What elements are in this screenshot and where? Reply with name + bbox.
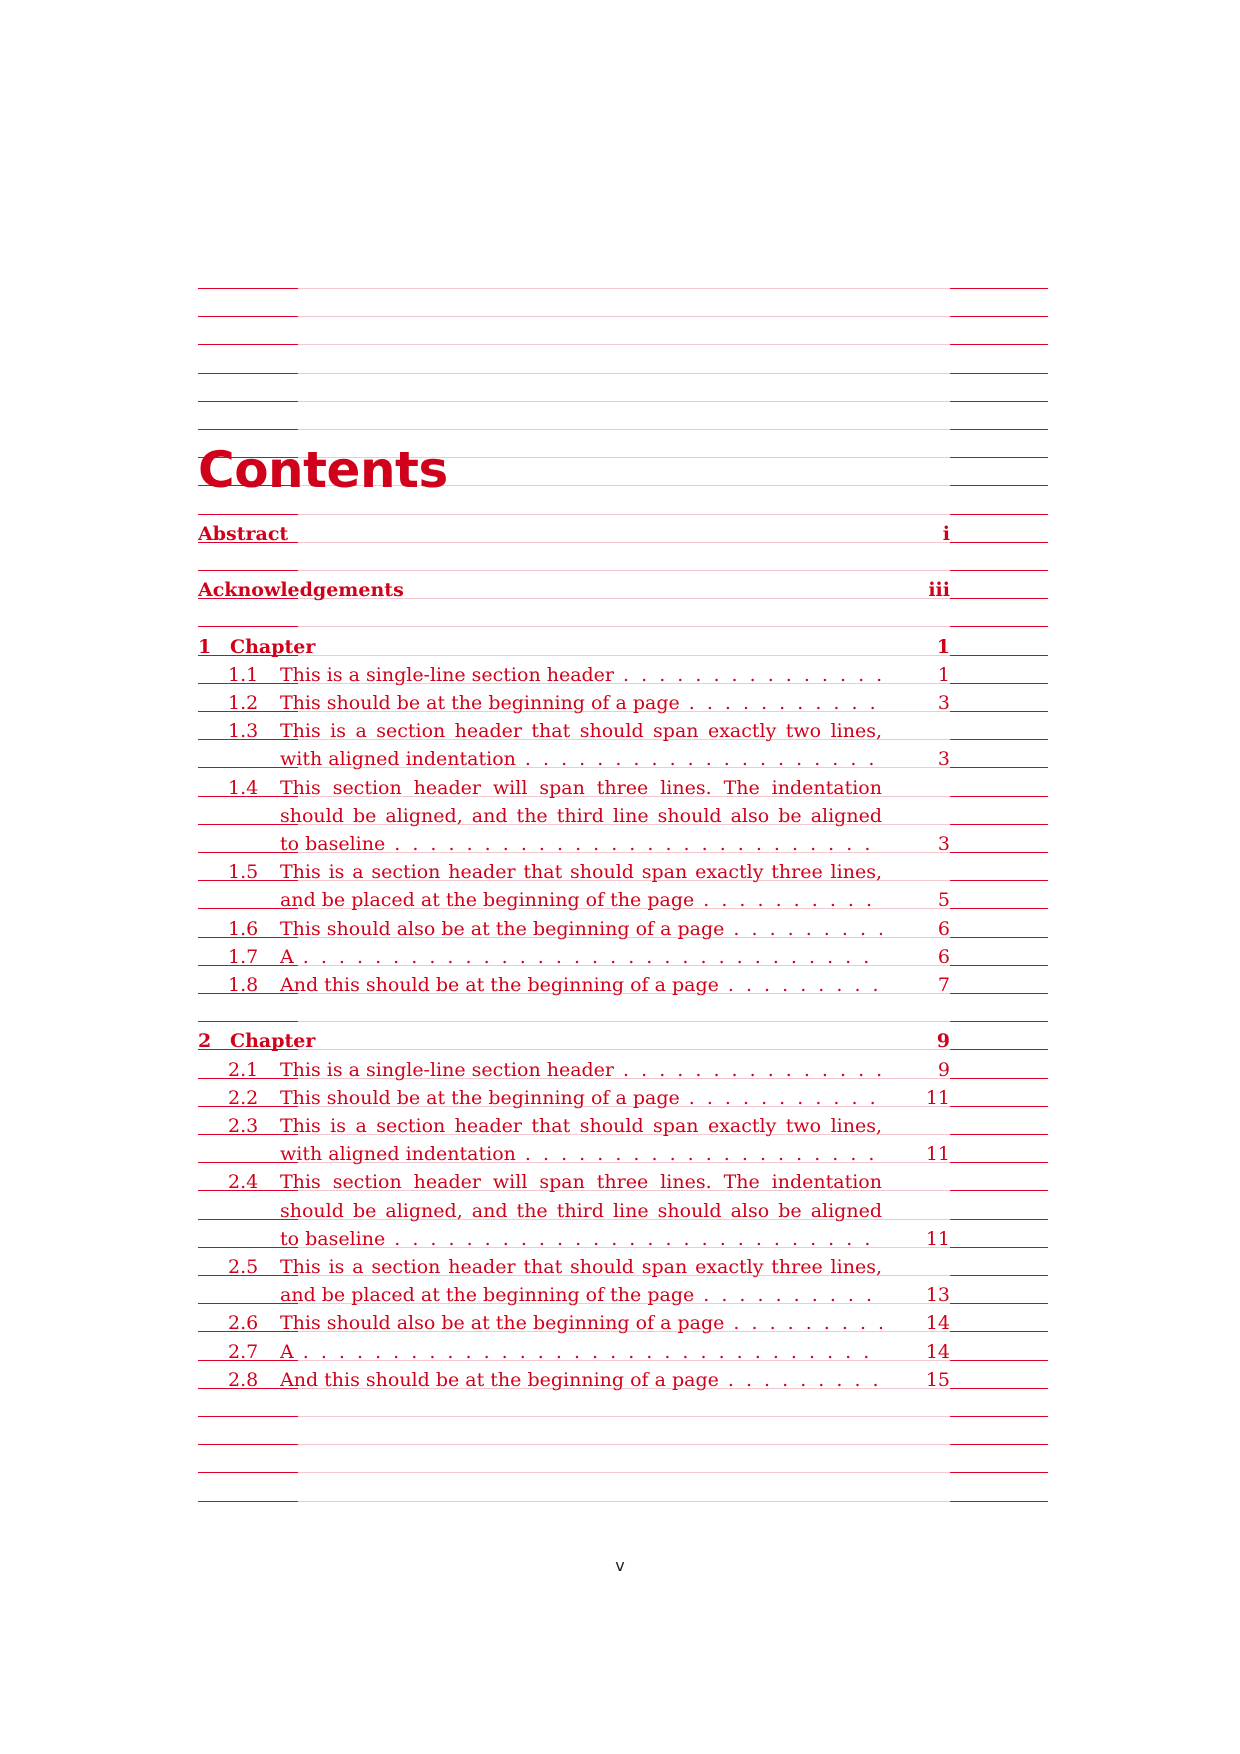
grid-rule	[198, 288, 1048, 289]
section-title-line: This should be at the beginning of a page . . .	[280, 1084, 882, 1112]
grid-rule	[950, 1106, 1048, 1107]
toc-entry-section[interactable]	[198, 1309, 950, 1337]
grid-rule	[950, 711, 1048, 712]
toc-entry-label: Abstract	[198, 523, 289, 545]
section-title-line: should be aligned, and the third line should also be aligned	[280, 1200, 882, 1222]
toc-entry-front-matter[interactable]	[198, 576, 950, 604]
section-number: 1.1	[228, 664, 259, 686]
grid-rule	[950, 1444, 1048, 1445]
section-number: 1.8	[228, 974, 259, 996]
toc-page-number: 3	[937, 692, 950, 714]
toc-entry-section[interactable]	[198, 1140, 950, 1168]
toc-page-number: 1	[937, 664, 950, 686]
grid-rule	[198, 626, 298, 627]
grid-rule	[950, 598, 1048, 599]
grid-rule	[950, 739, 1048, 740]
chapter-number: 2	[198, 1030, 212, 1052]
grid-rule	[950, 457, 1048, 458]
grid-rule	[950, 1190, 1048, 1191]
section-title-line: with aligned indentation . . .	[280, 745, 882, 773]
section-title-line: This is a single-line section header . . .	[280, 661, 882, 689]
grid-rule	[950, 852, 1048, 853]
toc-page-number: 6	[937, 946, 950, 968]
section-title-line: This section header will span three lines. The indentation	[280, 1171, 882, 1193]
grid-rule	[198, 1501, 298, 1502]
toc-entry-chapter[interactable]	[198, 1027, 950, 1055]
section-title-line: to baseline . . .	[280, 1225, 882, 1253]
section-title-line: This is a single-line section header . . .	[280, 1056, 882, 1084]
grid-rule	[198, 1416, 1048, 1417]
toc-page-number: 9	[937, 1059, 950, 1081]
section-title-line: This is a section header that should span exactly two lines,	[280, 1115, 882, 1137]
toc-entry-section[interactable]	[198, 1281, 950, 1309]
grid-rule	[950, 937, 1048, 938]
grid-rule	[950, 796, 1048, 797]
grid-rule	[950, 683, 1048, 684]
grid-rule	[198, 316, 1048, 317]
grid-rule	[198, 514, 1048, 515]
section-title-line: and be placed at the beginning of the page . . .	[280, 886, 882, 914]
page-title: Contents	[198, 441, 448, 499]
grid-rule	[198, 1472, 1048, 1473]
toc-page-number: i	[942, 523, 950, 545]
section-title-line: A . . .	[280, 1338, 882, 1366]
grid-rule	[198, 288, 298, 289]
grid-rule	[950, 908, 1048, 909]
grid-rule	[198, 344, 1048, 345]
toc-entry-label: Acknowledgements	[198, 579, 404, 601]
grid-rule	[950, 1501, 1048, 1502]
grid-rule	[198, 373, 1048, 374]
toc-page-number: 11	[925, 1228, 950, 1250]
toc-entry-section[interactable]	[198, 661, 950, 689]
toc-entry-section[interactable]	[198, 1366, 950, 1394]
grid-rule	[198, 401, 1048, 402]
toc-entry-section[interactable]	[198, 774, 950, 802]
section-number: 1.3	[228, 720, 259, 742]
grid-rule	[198, 429, 1048, 430]
chapter-label: Chapter	[230, 1030, 316, 1052]
section-number: 2.6	[228, 1312, 259, 1334]
section-number: 2.1	[228, 1059, 259, 1081]
toc-entry-section[interactable]	[198, 1338, 950, 1366]
section-number: 1.2	[228, 692, 259, 714]
grid-rule	[198, 373, 298, 374]
toc-page-number: 7	[937, 974, 950, 996]
toc-entry-section[interactable]	[198, 943, 950, 971]
grid-rule	[950, 1219, 1048, 1220]
section-title-line: This should be at the beginning of a page . . .	[280, 689, 882, 717]
grid-rule	[950, 1162, 1048, 1163]
toc-entry-section[interactable]	[198, 830, 950, 858]
grid-rule	[950, 1021, 1048, 1022]
section-title-line: And this should be at the beginning of a page . . .	[280, 971, 882, 999]
toc-page-number: 15	[925, 1369, 950, 1391]
section-number: 2.7	[228, 1341, 259, 1363]
grid-rule	[950, 965, 1048, 966]
section-title-line: This should also be at the beginning of a page . . .	[280, 915, 882, 943]
toc-entry-section[interactable]	[198, 1056, 950, 1084]
section-number: 1.6	[228, 918, 259, 940]
grid-rule	[198, 1444, 298, 1445]
grid-rule	[950, 767, 1048, 768]
section-number: 2.4	[228, 1171, 259, 1193]
toc-entry-section[interactable]	[198, 971, 950, 999]
grid-rule	[950, 1303, 1048, 1304]
toc-page-number: 14	[925, 1341, 950, 1363]
toc-entry-section[interactable]	[198, 689, 950, 717]
grid-rule	[198, 514, 298, 515]
section-number: 2.3	[228, 1115, 259, 1137]
chapter-label: Chapter	[230, 636, 316, 658]
section-title-line: with aligned indentation . . .	[280, 1140, 882, 1168]
section-title-line: This is a section header that should span exactly three lines,	[280, 1256, 882, 1278]
grid-rule	[198, 429, 298, 430]
section-number: 2.5	[228, 1256, 259, 1278]
grid-rule	[950, 655, 1048, 656]
section-title-line: A . . .	[280, 943, 882, 971]
toc-entry-chapter[interactable]	[198, 633, 950, 661]
section-title-line: This should also be at the beginning of a page . . .	[280, 1309, 882, 1337]
toc-entry-section[interactable]	[198, 802, 950, 830]
grid-rule	[198, 1416, 298, 1417]
footer-page-number: v	[615, 1556, 625, 1575]
section-title-line: This section header will span three lines. The indentation	[280, 777, 882, 799]
toc-entry-section[interactable]	[198, 1112, 950, 1140]
toc-page-number: 9	[936, 1030, 950, 1052]
toc-page-number: 6	[937, 918, 950, 940]
toc-page-number: 14	[925, 1312, 950, 1334]
section-number: 1.4	[228, 777, 259, 799]
section-number: 1.7	[228, 946, 259, 968]
grid-rule	[950, 485, 1048, 486]
grid-rule	[950, 429, 1048, 430]
grid-rule	[950, 1134, 1048, 1135]
grid-rule	[950, 373, 1048, 374]
grid-rule	[198, 1021, 1048, 1022]
grid-rule	[950, 1416, 1048, 1417]
toc-page-number: 11	[925, 1143, 950, 1165]
toc-entry-section[interactable]	[198, 858, 950, 886]
grid-rule	[198, 1444, 1048, 1445]
toc-entry-section[interactable]	[198, 1253, 950, 1281]
grid-rule	[950, 514, 1048, 515]
grid-rule	[198, 626, 1048, 627]
section-number: 1.5	[228, 861, 259, 883]
grid-rule	[950, 1247, 1048, 1248]
grid-rule	[950, 401, 1048, 402]
grid-rule	[950, 824, 1048, 825]
grid-rule	[950, 1472, 1048, 1473]
grid-rule	[950, 1331, 1048, 1332]
grid-rule	[198, 1472, 298, 1473]
grid-rule	[198, 570, 1048, 571]
grid-rule	[198, 570, 298, 571]
grid-rule	[950, 542, 1048, 543]
grid-rule	[950, 1049, 1048, 1050]
section-title-line: This is a section header that should span exactly two lines,	[280, 720, 882, 742]
toc-entry-section[interactable]	[198, 886, 950, 914]
grid-rule	[950, 1078, 1048, 1079]
grid-rule	[950, 288, 1048, 289]
toc-entry-section[interactable]	[198, 1197, 950, 1225]
chapter-number: 1	[198, 636, 212, 658]
section-title-line: And this should be at the beginning of a page . . .	[280, 1366, 882, 1394]
toc-entry-section[interactable]	[198, 717, 950, 745]
toc-page-number: 1	[936, 636, 950, 658]
grid-rule	[198, 1021, 298, 1022]
toc-entry-section[interactable]	[198, 745, 950, 773]
section-number: 2.8	[228, 1369, 259, 1391]
toc-page-number: 3	[937, 748, 950, 770]
grid-rule	[950, 880, 1048, 881]
grid-rule	[950, 344, 1048, 345]
section-title-line: should be aligned, and the third line should also be aligned	[280, 805, 882, 827]
toc-entry-front-matter[interactable]	[198, 520, 950, 548]
toc-page-number: 11	[925, 1087, 950, 1109]
toc-page-number: 3	[937, 833, 950, 855]
section-title-line: to baseline . . .	[280, 830, 882, 858]
section-title-line: and be placed at the beginning of the page . . .	[280, 1281, 882, 1309]
toc-entry-section[interactable]	[198, 1084, 950, 1112]
grid-rule	[198, 401, 298, 402]
toc-entry-section[interactable]	[198, 1225, 950, 1253]
toc-entry-section[interactable]	[198, 915, 950, 943]
grid-rule	[198, 1501, 1048, 1502]
section-number: 2.2	[228, 1087, 259, 1109]
grid-rule	[950, 993, 1048, 994]
grid-rule	[198, 316, 298, 317]
toc-entry-section[interactable]	[198, 1168, 950, 1196]
grid-rule	[950, 1275, 1048, 1276]
grid-rule	[950, 1388, 1048, 1389]
toc-page-number: iii	[928, 579, 950, 601]
grid-rule	[950, 1360, 1048, 1361]
grid-rule	[950, 570, 1048, 571]
section-title-line: This is a section header that should span exactly three lines,	[280, 861, 882, 883]
grid-rule	[950, 316, 1048, 317]
grid-rule	[198, 344, 298, 345]
toc-page-number: 5	[937, 889, 950, 911]
toc-page-number: 13	[925, 1284, 950, 1306]
grid-rule	[950, 626, 1048, 627]
